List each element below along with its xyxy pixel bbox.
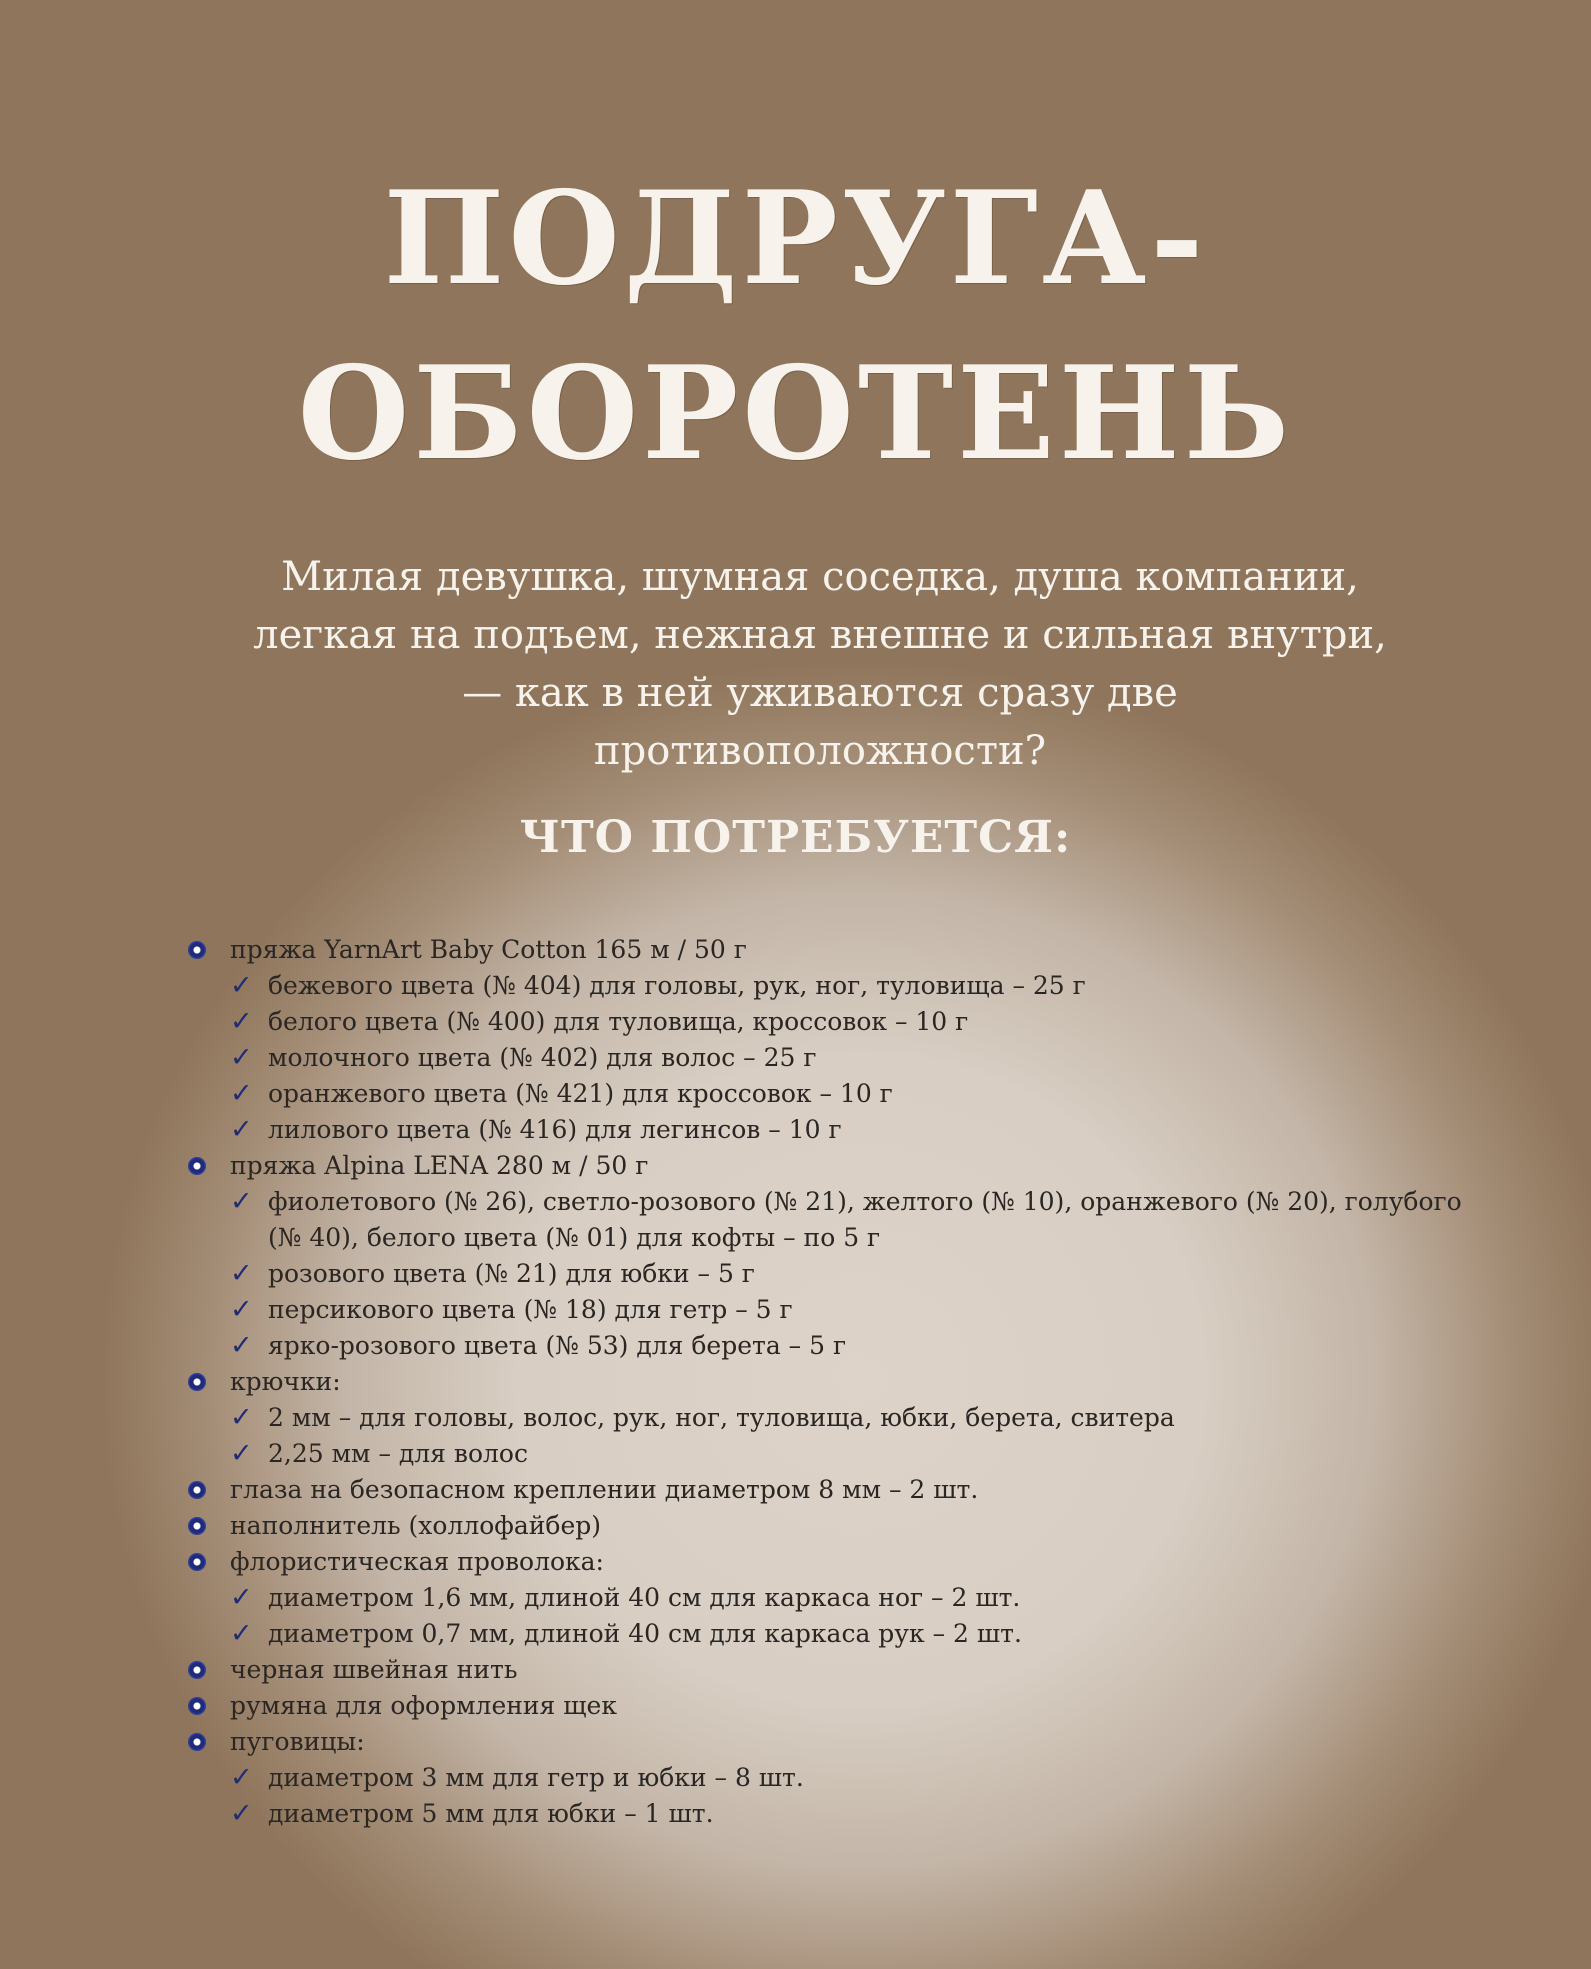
- list-item: [186, 1652, 1486, 1688]
- list-item-text: 2,25 мм – для волос: [268, 1439, 528, 1468]
- checkmark-icon: ✓: [230, 1798, 253, 1829]
- checkmark-icon: ✓: [230, 1618, 253, 1649]
- bullet-icon: [188, 941, 206, 959]
- sub-list-item: [186, 1076, 1486, 1112]
- page-title-line1: ПОДРУГА-: [383, 164, 1208, 314]
- materials-list: [186, 932, 1486, 1832]
- sub-list-item: [186, 1760, 1486, 1796]
- list-item-text: оранжевого цвета (№ 421) для кроссовок – 10 г: [268, 1079, 893, 1108]
- list-item-text: глаза на безопасном креплении диаметром 8 мм – 2 шт.: [230, 1475, 979, 1504]
- sub-list-item: [186, 1004, 1486, 1040]
- list-item: [186, 1472, 1486, 1508]
- sub-list-item: [186, 1400, 1486, 1436]
- checkmark-icon: ✓: [230, 1582, 253, 1613]
- bullet-icon: [188, 1697, 206, 1715]
- sub-list-item: [186, 1796, 1486, 1832]
- bullet-icon: [188, 1553, 206, 1571]
- section-title: ЧТО ПОТРЕБУЕТСЯ:: [519, 812, 1072, 863]
- checkmark-icon: ✓: [230, 1438, 253, 1469]
- bullet-icon: [188, 1733, 206, 1751]
- checkmark-icon: ✓: [230, 1042, 253, 1073]
- list-item: [186, 1688, 1486, 1724]
- list-item-text: румяна для оформления щек: [230, 1691, 617, 1720]
- list-item: [186, 1544, 1486, 1580]
- sub-list-item: [186, 1256, 1486, 1292]
- list-item-text: пряжа YarnArt Baby Cotton 165 м / 50 г: [230, 935, 747, 964]
- list-item-text: лилового цвета (№ 416) для легинсов – 10 г: [268, 1115, 842, 1144]
- checkmark-icon: ✓: [230, 1330, 253, 1361]
- list-item-text: наполнитель (холлофайбер): [230, 1511, 602, 1540]
- list-item-text: пуговицы:: [230, 1727, 365, 1756]
- list-item-text: пряжа Alpina LENA 280 м / 50 г: [230, 1151, 649, 1180]
- bullet-icon: [188, 1481, 206, 1499]
- list-item-text: диаметром 1,6 мм, длиной 40 см для каркаса ног – 2 шт.: [268, 1583, 1021, 1612]
- list-item: [186, 1508, 1486, 1544]
- list-item-text: диаметром 5 мм для юбки – 1 шт.: [268, 1799, 714, 1828]
- list-item-text: диаметром 3 мм для гетр и юбки – 8 шт.: [268, 1763, 804, 1792]
- list-item: [186, 1724, 1486, 1760]
- sub-list-item: [186, 1292, 1486, 1328]
- bullet-icon: [188, 1157, 206, 1175]
- list-item-text: черная швейная нить: [230, 1655, 518, 1684]
- bullet-icon: [188, 1661, 206, 1679]
- sub-list-item: [186, 1436, 1486, 1472]
- checkmark-icon: ✓: [230, 1294, 253, 1325]
- list-item-text: белого цвета (№ 400) для туловища, кроссовок – 10 г: [268, 1007, 969, 1036]
- list-item: [186, 1364, 1486, 1400]
- list-item-text: ярко-розового цвета (№ 53) для берета – 5 г: [268, 1331, 847, 1360]
- sub-list-item: [186, 1112, 1486, 1148]
- page-title-line2: ОБОРОТЕНЬ: [297, 339, 1294, 489]
- sub-list-item: [186, 1328, 1486, 1364]
- sub-list-item: [186, 1040, 1486, 1076]
- sub-list-item: [186, 968, 1486, 1004]
- list-item-text: диаметром 0,7 мм, длиной 40 см для каркаса рук – 2 шт.: [268, 1619, 1022, 1648]
- list-item-text: бежевого цвета (№ 404) для головы, рук, ног, туловища – 25 г: [268, 971, 1086, 1000]
- lead-paragraph: Милая девушка, шумная соседка, душа компании, легкая на подъем, нежная внешне и сильная внутри, — как в ней уживаются сразу две противоположности?: [253, 554, 1387, 774]
- list-item: [186, 1148, 1486, 1184]
- list-item-text: розового цвета (№ 21) для юбки – 5 г: [268, 1259, 755, 1288]
- sub-list-item: [186, 1616, 1486, 1652]
- list-item-text: крючки:: [230, 1367, 341, 1396]
- list-item-text: 2 мм – для головы, волос, рук, ног, туловища, юбки, берета, свитера: [268, 1403, 1175, 1432]
- checkmark-icon: ✓: [230, 1186, 253, 1217]
- bullet-icon: [188, 1373, 206, 1391]
- list-item-text: персикового цвета (№ 18) для гетр – 5 г: [268, 1295, 793, 1324]
- checkmark-icon: ✓: [230, 970, 253, 1001]
- list-item: [186, 932, 1486, 968]
- checkmark-icon: ✓: [230, 1114, 253, 1145]
- bullet-icon: [188, 1517, 206, 1535]
- list-item-text: молочного цвета (№ 402) для волос – 25 г: [268, 1043, 817, 1072]
- checkmark-icon: ✓: [230, 1762, 253, 1793]
- list-item-text: флористическая проволока:: [230, 1547, 604, 1576]
- sub-list-item: [186, 1580, 1486, 1616]
- checkmark-icon: ✓: [230, 1402, 253, 1433]
- sub-list-item: [186, 1184, 1468, 1256]
- checkmark-icon: ✓: [230, 1078, 253, 1109]
- checkmark-icon: ✓: [230, 1258, 253, 1289]
- list-item-text: фиолетового (№ 26), светло-розового (№ 21), желтого (№ 10), оранжевого (№ 20), голубого (№ 40), белого цвета (№ 01) для кофты – по 5 г: [268, 1187, 1462, 1252]
- checkmark-icon: ✓: [230, 1006, 253, 1037]
